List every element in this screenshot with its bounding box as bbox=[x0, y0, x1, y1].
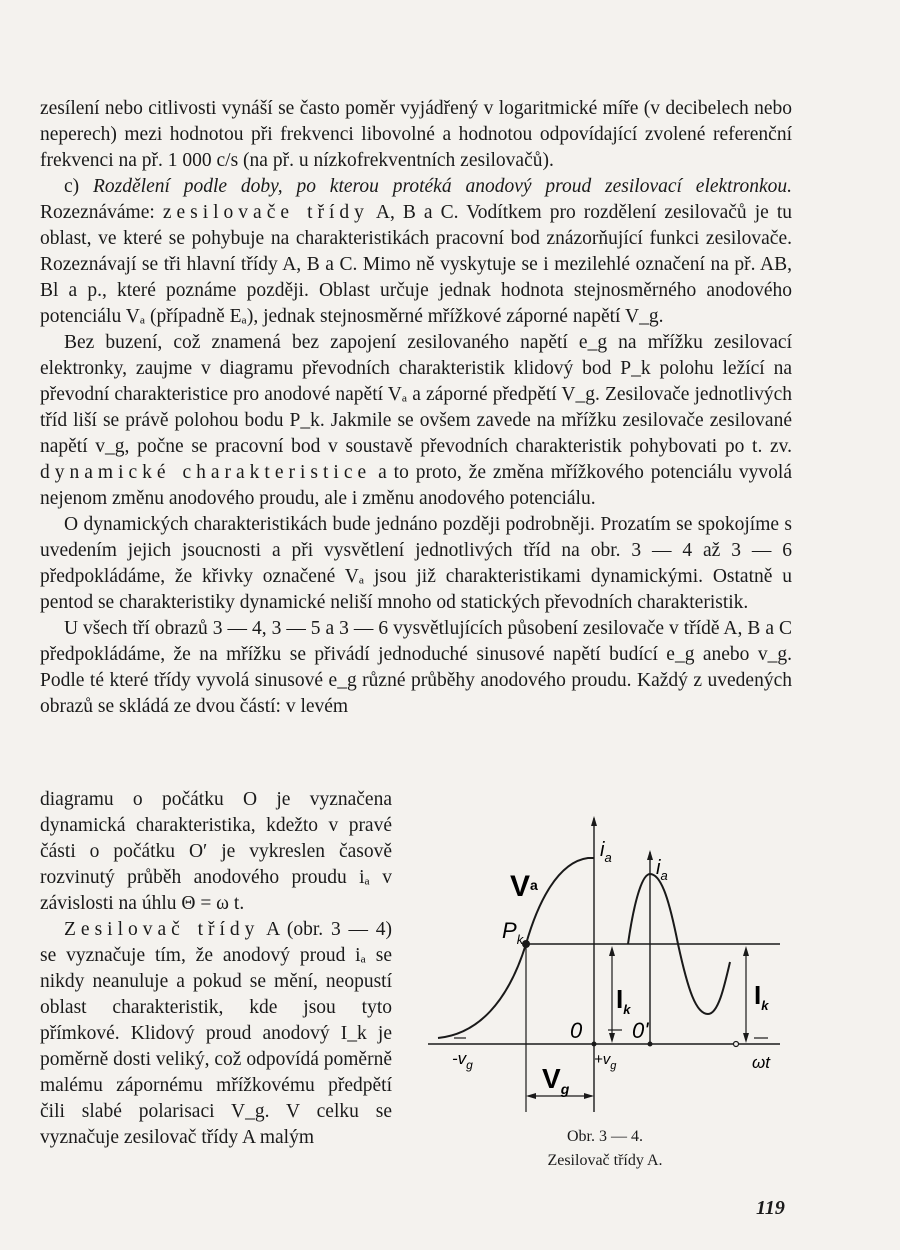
origin-dot bbox=[592, 1042, 597, 1047]
ia-axis-right-arrow bbox=[647, 850, 653, 860]
pk-point bbox=[522, 940, 530, 948]
ia-left-label: $i_a$ bbox=[600, 839, 612, 865]
ik-left-label: $I_k$ bbox=[616, 984, 631, 1017]
paragraph-3 bbox=[40, 330, 792, 512]
figure-diagram bbox=[418, 812, 790, 1112]
narrow-text-block bbox=[40, 787, 392, 1151]
ik-right-arrow-top bbox=[743, 946, 749, 956]
paragraph-5: U všech tří obrazů 3 — 4, 3 — 5 a 3 — 6 vysvětlujících působení zesilovače v třídě A, B a C předpokládáme, že na mřížku se přivádí jednoduché sinusové napětí budící e_g anebo v_g. Podle té které třídy vyvolá sinusové e_g různé průběhy anodového proudu. Každý z uvedených obrazů se skládá ze dvou částí: v levém bbox=[40, 618, 792, 717]
paragraph-2-spaced: zesilovače třídy bbox=[162, 202, 369, 223]
vg-bottom-label: $V_g$ bbox=[542, 1063, 570, 1097]
neg-vg-label: $-v_g$ bbox=[452, 1049, 473, 1072]
omega-t-label: ωt bbox=[752, 1053, 770, 1072]
ik-left-arrow-bottom bbox=[609, 1033, 615, 1043]
paragraph-2-text-b: A, B a C. Vodítkem pro rozdělení zesilovačů je tu oblast, ve které se pohybuje na charakteristikách pracovní bod znázorňující funkci zesilovače. Rozeznávají se tři hlavní třídy A, B a C. Mimo ně vyskytuje se i mezilehlé označení na př. AB, Bl a p., které poznáme později. Oblast určuje jednak hodnota stejnosměrného anodového potenciálu Vₐ (případně Eₐ), jednak stejnosměrné mřížkové záporné napětí V_g. bbox=[40, 202, 792, 327]
paragraph-1: zesílení nebo citlivosti vynáší se často poměr vyjádřený v logaritmické míře (v decibelech nebo neperech) mezi hodnotou při frekvenci libovolné a hodnotou odpovídající zvolené referenční frekvenci na př. 1 000 c/s (na př. u nízkofrekventních zesilovačů). bbox=[40, 98, 792, 171]
paragraph-7 bbox=[40, 917, 392, 1151]
origin-label: 0 bbox=[570, 1018, 583, 1043]
origin-prime-label: 0' bbox=[632, 1018, 649, 1043]
vg-arrow-right bbox=[584, 1093, 594, 1099]
paragraph-4: O dynamických charakteristikách bude jednáno později podrobněji. Prozatím se spokojíme s uvedením jejich jsoucnosti a při vysvětlení jednotlivých tříd na obr. 3 — 4 až 3 — 6 předpokládáme, že křivky označené Vₐ jsou již charakteristikami dynamickými. Ostatně u pentod se charakteristiky dynamické neliší mnoho od statických převodních charakteristik. bbox=[40, 514, 792, 613]
paragraph-7-text: A (obr. 3 — 4) se vyznačuje tím, že anodový proud iₐ se nikdy neanuluje a pokud se mění, neopustí oblast charakteristik, kde jsou tyto přímkové. Klidový proud anodový I_k je poměrně dosti veliký, což odpovídá poměrně malému zápornému mřížkovému předpětí čili slabé polarisaci V_g. V celku se vyznačuje zesilovač třídy A malým bbox=[40, 919, 392, 1148]
vg-arrow-left bbox=[526, 1093, 536, 1099]
page-number: 119 bbox=[756, 1197, 785, 1219]
figure-class-a-amplifier bbox=[418, 812, 790, 1112]
paragraph-2-text-a: Rozeznáváme: bbox=[40, 202, 163, 223]
paragraph-2-italic-heading: Rozdělení podle doby, po kterou protéká anodový proud zesilovací elektronkou. bbox=[93, 176, 792, 197]
main-text-block bbox=[40, 96, 792, 720]
figure-caption bbox=[460, 1125, 750, 1173]
paragraph-3-text-a: Bez buzení, což znamená bez zapojení zesilovaného napětí e_g na mřížku zesilovací elektronky, zaujme v diagramu převodních charakteristik klidový bod P_k polohu ležící na převodní charakteristice pro anodové napětí Vₐ a záporné předpětí V_g. Zesilovače jednotlivých tříd liší se právě polohou bodu P_k. Jakmile se ovšem zavede na mřížku zesilovače zesilované napětí v_g, počne se pracovní bod v soustavě převodních charakteristik pohybovati po t. zv. bbox=[40, 332, 792, 457]
ik-left-arrow-top bbox=[609, 946, 615, 956]
pk-label: $P_k$ bbox=[502, 918, 524, 947]
pos-vg-label: $+v_g$ bbox=[594, 1051, 617, 1072]
paragraph-3-spaced: dynamické charakteristice bbox=[40, 462, 372, 483]
paragraph-7-spaced: Zesilovač třídy bbox=[64, 919, 260, 940]
axis-circle-marker bbox=[734, 1042, 739, 1047]
va-label: $V^a$ bbox=[510, 870, 538, 903]
paragraph-6: diagramu o počátku O je vyznačena dynamická charakteristika, kdežto v pravé části o počátku O′ je vykreslen časově rozvinutý průběh anodového proudu iₐ v závislosti na úhlu Θ = ω t. bbox=[40, 789, 392, 914]
paragraph-3-text-b: a to proto, že změna mřížkového potenciálu vyvolá nejenom změnu anodového proudu, ale i změnu anodového potenciálu. bbox=[40, 462, 792, 509]
ia-axis-left-arrow bbox=[591, 816, 597, 826]
paragraph-2 bbox=[40, 174, 792, 330]
ia-right-label: $i_a$ bbox=[656, 857, 668, 883]
caption-line-2: Zesilovač třídy A. bbox=[547, 1152, 663, 1169]
paragraph-2-prefix: c) bbox=[64, 176, 93, 197]
ik-right-label: $I_k$ bbox=[754, 980, 769, 1013]
caption-line-1: Obr. 3 — 4. bbox=[567, 1128, 643, 1145]
ik-right-arrow-bottom bbox=[743, 1033, 749, 1043]
